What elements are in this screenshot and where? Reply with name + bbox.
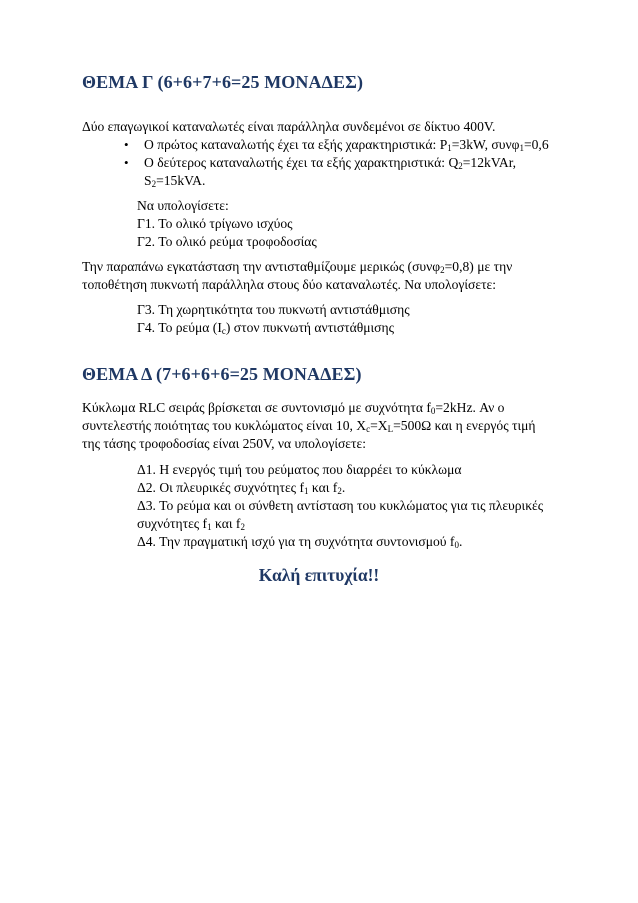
text-part: =0,6 xyxy=(523,137,549,152)
question-g3: Γ3. Τη χωρητικότητα του πυκνωτή αντιστάθμισης xyxy=(137,302,410,317)
text-part: =500Ω και η ενεργός τιμή xyxy=(393,418,536,433)
question-g4 xyxy=(137,320,394,336)
text-part: =12kVAr, xyxy=(462,155,517,170)
subscript: 2 xyxy=(337,486,342,496)
subscript: 2 xyxy=(458,161,463,171)
theme-d-heading: ΘΕΜΑ Δ (7+6+6+6=25 ΜΟΝΑΔΕΣ) xyxy=(82,364,362,384)
question-d4 xyxy=(137,534,462,550)
text-part: και f xyxy=(211,516,241,531)
theme-g-paragraph-line2: τοποθέτηση πυκνωτή παράλληλα στους δύο καταναλωτές. Να υπολογίσετε: xyxy=(82,277,497,292)
text-part: Γ4. Το ρεύμα (I xyxy=(137,320,222,335)
text-part: συχνότητες f xyxy=(137,516,208,531)
text-part: . xyxy=(341,480,346,495)
question-g2: Γ2. Το ολικό ρεύμα τροφοδοσίας xyxy=(137,234,317,249)
text-part: Την παραπάνω εγκατάσταση την αντισταθμίζουμε μερικώς (συνφ xyxy=(82,259,441,274)
question-d3: Δ3. Το ρεύμα και οι σύνθετη αντίσταση του κυκλώματος για τις πλευρικές xyxy=(137,498,544,513)
subscript: 2 xyxy=(151,179,157,189)
text-part: =0,8) με την xyxy=(444,259,513,274)
text-part: =2kHz. Αν ο xyxy=(435,400,505,415)
subscript: 1 xyxy=(207,522,212,532)
subscript: L xyxy=(387,424,394,434)
text-part: =15kVA. xyxy=(156,173,206,188)
question-d1: Δ1. Η ενεργός τιμή του ρεύματος που διαρρέει το κύκλωμα xyxy=(137,462,462,477)
question-g1: Γ1. Το ολικό τρίγωνο ισχύος xyxy=(137,216,293,231)
text-part: συντελεστής ποιότητας του κυκλώματος είναι 10, X xyxy=(82,418,367,433)
text-part: Ο δεύτερος καταναλωτής έχει τα εξής χαρακτηριστικά: Q xyxy=(144,155,459,170)
text-part: S xyxy=(144,173,152,188)
bullet-dot: • xyxy=(124,137,129,152)
theme-g-heading: ΘΕΜΑ Γ (6+6+7+6=25 ΜΟΝΑΔΕΣ) xyxy=(82,72,364,92)
subscript: c xyxy=(366,424,371,434)
text-part: =3kW, συνφ xyxy=(451,137,520,152)
text-part: . xyxy=(458,534,463,549)
subscript: 0 xyxy=(454,540,459,550)
theme-g-bullet-1 xyxy=(144,137,549,153)
text-part: Δ4. Την πραγματική ισχύ για τη συχνότητα συντονισμού f xyxy=(137,534,455,549)
subscript: 2 xyxy=(440,265,445,275)
text-part: Δ2. Οι πλευρικές συχνότητες f xyxy=(137,480,304,495)
theme-d-line-2 xyxy=(82,418,536,434)
theme-g-paragraph xyxy=(82,259,512,275)
subscript: 0 xyxy=(430,406,436,416)
theme-d-line-3: της τάσης τροφοδοσίας είναι 250V, να υπολογίσετε: xyxy=(82,436,366,451)
text-part: ) στον πυκνωτή αντιστάθμισης xyxy=(225,320,395,335)
bullet-dot: • xyxy=(124,155,129,170)
theme-d-line-1 xyxy=(82,400,504,416)
question-d3-cont xyxy=(137,516,245,532)
theme-g-intro: Δύο επαγωγικοί καταναλωτές είναι παράλληλα συνδεμένοι σε δίκτυο 400V. xyxy=(82,119,496,134)
closing-wish: Καλή επιτυχία!! xyxy=(258,565,380,585)
text-part: =X xyxy=(370,418,388,433)
theme-g-bullet-2 xyxy=(144,155,516,171)
theme-g-bullet-2-cont xyxy=(144,173,205,189)
subscript: 1 xyxy=(303,486,309,496)
subscript: 1 xyxy=(447,143,452,153)
subscript: 2 xyxy=(240,522,245,532)
text-part: Κύκλωμα RLC σειράς βρίσκεται σε συντονισμό με συχνότητα f xyxy=(82,400,431,415)
text-part: και f xyxy=(308,480,338,495)
subscript: c xyxy=(221,326,226,336)
text-part: Ο πρώτος καταναλωτής έχει τα εξής χαρακτηριστικά: P xyxy=(144,137,448,152)
question-d2 xyxy=(137,480,345,496)
theme-g-ask: Να υπολογίσετε: xyxy=(137,198,229,213)
subscript: 1 xyxy=(519,143,524,153)
